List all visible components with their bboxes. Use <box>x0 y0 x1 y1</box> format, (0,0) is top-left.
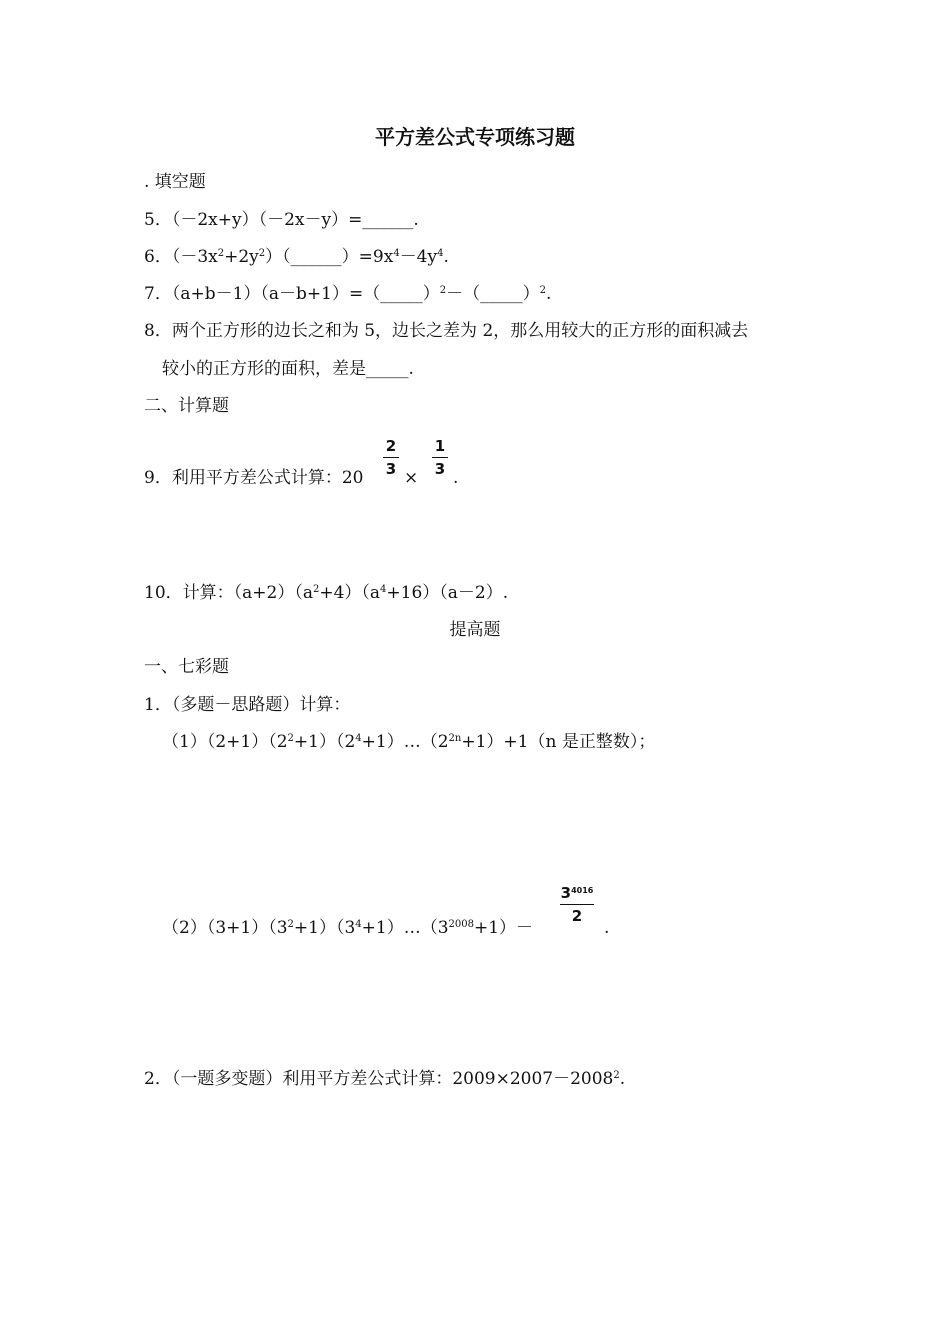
question-10: 10．计算：$(a+2)(a^2+4)(a^4+16)(a-2)$. <box>144 583 509 603</box>
question-2: 2．（一题多变题）利用平方差公式计算：$2009\times 2007-2008^2$. <box>144 1069 626 1089</box>
section-fill-blank-heading: . 填空题 <box>144 172 206 192</box>
question-1-part-1: $(1)(2+1)(2^2+1)(2^4+1)\dots(2^{2n}+1)+1(n$ 是正整数）； <box>162 732 656 752</box>
question-1-part-2: $(2)(3+1)(3^2+1)(3^4+1)\dots(3^{2008}+1)-$ <box>162 918 534 938</box>
question-5: 5．（－2x+y）（－2x－y）=______. <box>144 210 419 230</box>
page-title: 平方差公式专项练习题 <box>375 125 575 149</box>
question-1-part-2-fraction: $3^{4016}$ 2 <box>560 884 594 925</box>
question-9-end: . <box>453 468 459 488</box>
advanced-heading: 提高题 <box>449 620 501 640</box>
question-1-stem: 1．（多题－思路题）计算： <box>144 695 351 715</box>
question-6: 6．$(-3x^2+2y^2)(\_\_\_\_\_\_)=9x^4-4y^4$. <box>144 247 449 267</box>
question-8-line-1: 8．两个正方形的边长之和为 5，边长之差为 2，那么用较大的正方形的面积减去 <box>144 321 749 341</box>
question-9-fraction-one-third: 1 3 <box>432 438 448 477</box>
question-8-line-2: 较小的正方形的面积，差是_____. <box>162 359 414 379</box>
question-9-fraction-two-thirds: 2 3 <box>383 438 399 477</box>
section-seven-color-heading: 一、七彩题 <box>144 657 229 677</box>
section-calculation-heading: 二、计算题 <box>144 396 229 416</box>
question-9-times-sign: × <box>404 468 419 488</box>
question-7: 7．（a+b－1）（a－b+1）=（_____）$^2$－（_____）$^2$. <box>144 284 552 304</box>
question-9: 9．利用平方差公式计算：20 <box>144 468 364 488</box>
question-1-part-2-end: . <box>604 918 610 938</box>
